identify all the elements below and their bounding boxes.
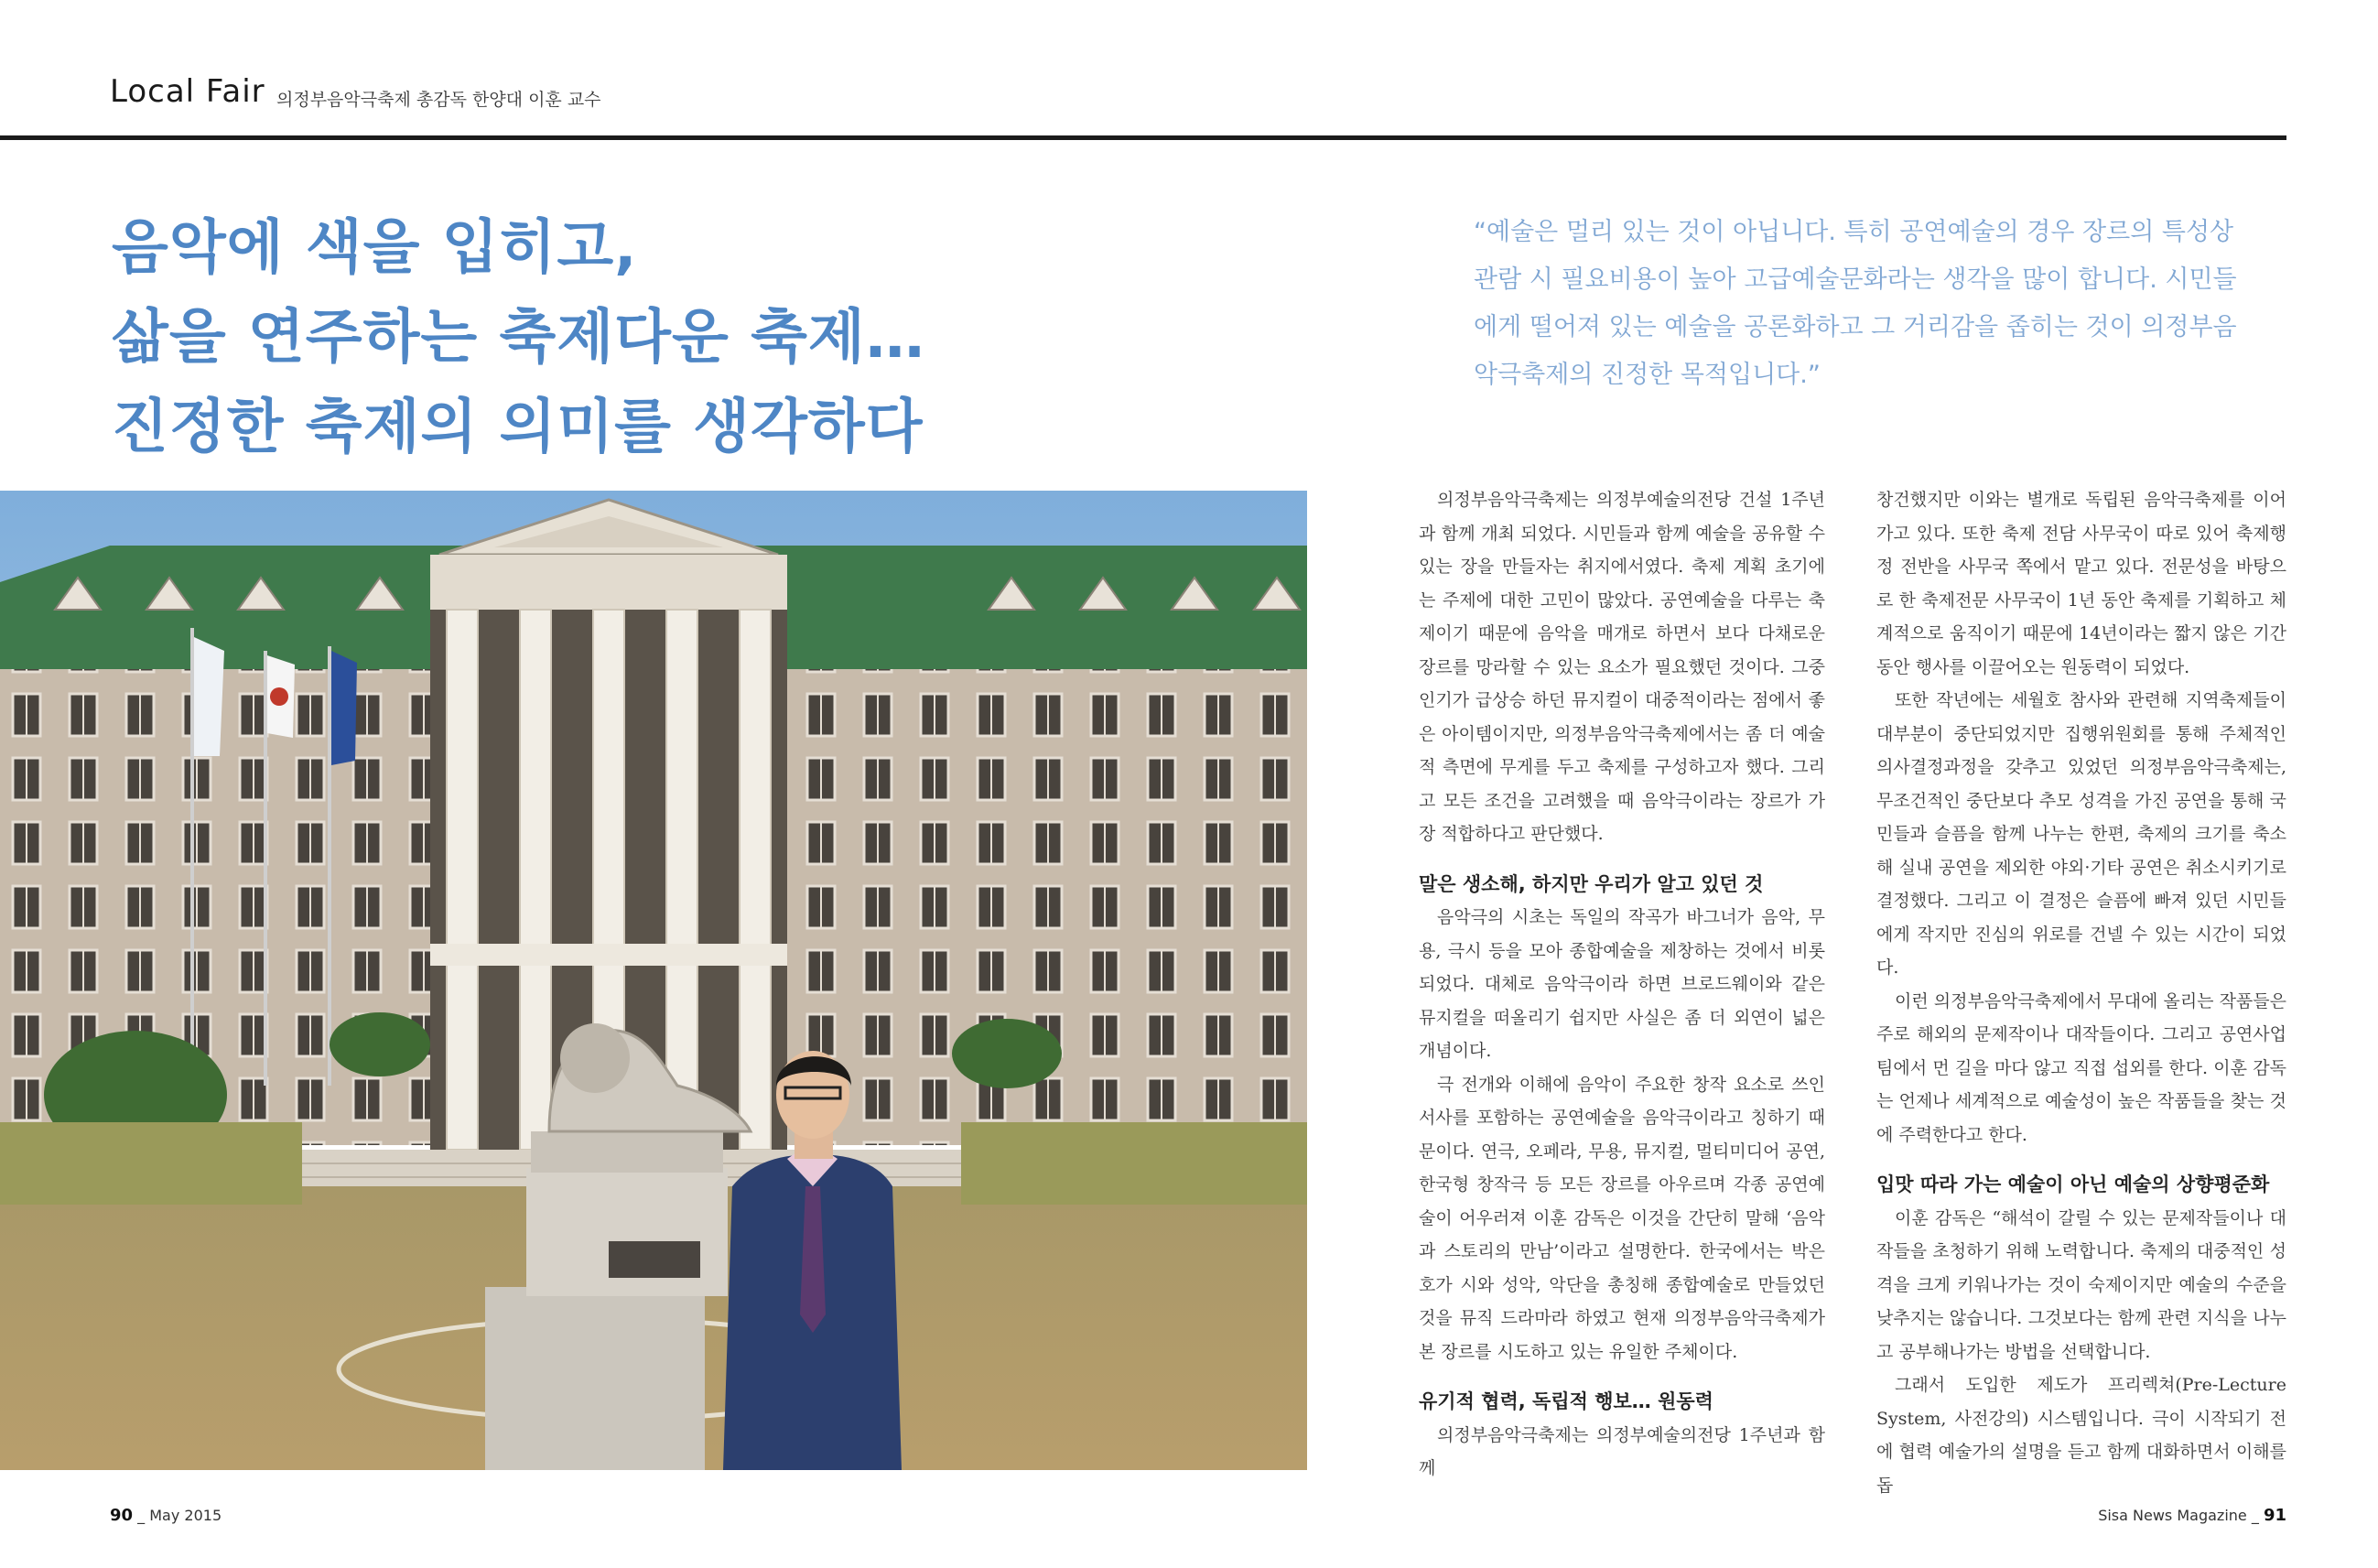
- body-paragraph: 또한 작년에는 세월호 참사와 관련해 지역축제들이 대부분이 중단되었지만 집행위원회를 통해 주체적인 의사결정과정을 갖추고 있었던 의정부음악극축제는, 무조건적인 중단보다 추모 성격을 가진 공연을 통해 국민들과 슬픔을 함께 나누는 한편, 축제의 크기를 축소해 실내 공연을 제외한 야외·기타 공연은 취소시키기로 결정했다. 그리고 이 결정은 슬픔에 빠져 있던 시민들에게 작지만 진심의 위로를 건넬 수 있는 시간이 되었다.: [1876, 690, 2286, 978]
- body-column-right: [1876, 483, 2286, 1502]
- header-rule: [0, 135, 2286, 140]
- body-column-left: [1419, 483, 1825, 1486]
- folio-separator: _: [2251, 1507, 2259, 1524]
- pull-quote-line: 에게 떨어져 있는 예술을 공론화하고 그 거리감을 좁히는 것이 의정부음: [1474, 313, 2237, 341]
- body-paragraph: 이런 의정부음악극축제에서 무대에 올리는 작품들은 주로 해외의 문제작이나 대작들이다. 그리고 공연사업팀에서 먼 길을 마다 않고 직접 섭외를 한다. 이훈 감독는 언제나 세계적으로 예술성이 높은 작품들을 찾는 것에 주력한다고 한다.: [1876, 990, 2286, 1145]
- page-number-left: 90: [110, 1506, 134, 1525]
- folio-left: [110, 1506, 222, 1525]
- section-heading: 말은 생소해, 하지만 우리가 알고 있던 것: [1419, 872, 1764, 895]
- headline: [112, 203, 1027, 472]
- body-paragraph: 의정부음악극축제는 의정부예술의전당 1주년과 함께: [1419, 1424, 1825, 1478]
- body-paragraph: 의정부음악극축제는 의정부예술의전당 건설 1주년과 함께 개최 되었다. 시민들과 함께 예술을 공유할 수 있는 장을 만들자는 취지에서였다. 축제 계획 초기에는 주제에 대한 고민이 많았다. 공연예술을 다루는 축제이기 때문에 음악을 매개로 하면서 보다 다채로운 장르를 망라할 수 있는 요소가 필요했던 것이다. 그중 인기가 급상승 하던 뮤지컬이 대중적이라는 점에서 좋은 아이템이지만, 의정부음악극축제에서는 좀 더 예술적 측면에 무게를 두고 축제를 구성하고자 했다. 그리고 모든 조건을 고려했을 때 음악극이라는 장르가 가장 적합하다고 판단했다.: [1419, 490, 1825, 844]
- pull-quote-line: 악극축제의 진정한 목적입니다.”: [1474, 361, 1821, 389]
- pull-quote: [1474, 209, 2297, 399]
- section-heading: 입맛 따라 가는 예술이 아닌 예술의 상향평준화: [1876, 1173, 2270, 1195]
- issue-date: May 2015: [149, 1507, 222, 1524]
- section-label: Local Fair: [110, 73, 265, 110]
- body-paragraph: 극 전개와 이해에 음악이 주요한 창작 요소로 쓰인 서사를 포함하는 공연예술을 음악극이라고 칭하기 때문이다. 연극, 오페라, 무용, 뮤지컬, 멀티미디어 공연, 한국형 창작극 등 모든 장르를 아우르며 각종 공연예술이 어우러져 이훈 감독은 이것을 간단히 말해 ‘음악과 스토리의 만남’이라고 설명한다. 한국에서는 박은호가 시와 성악, 악단을 총칭해 종합예술로 만들었던 것을 뮤직 드라마라 하였고 현재 의정부음악극축제가 본 장르를 시도하고 있는 유일한 주체이다.: [1419, 1074, 1825, 1362]
- section-subtitle: 의정부음악극축제 총감독 한양대 이훈 교수: [276, 90, 601, 110]
- pull-quote-line: 관람 시 필요비용이 높아 고급예술문화라는 생각을 많이 합니다. 시민들: [1474, 265, 2237, 294]
- page-number-right: 91: [2263, 1506, 2286, 1525]
- folio-separator: _: [137, 1507, 146, 1524]
- headline-line-3: 진정한 축제의 의미를 생각하다: [112, 394, 924, 461]
- body-paragraph: 음악극의 시초는 독일의 작곡가 바그너가 음악, 무용, 극시 등을 모아 종합예술을 제창하는 것에서 비롯되었다. 대체로 음악극이라 하면 브로드웨이와 같은 뮤지컬을 떠올리기 쉽지만 사실은 좀 더 외연이 넓은 개념이다.: [1419, 907, 1825, 1061]
- feature-photo: [0, 491, 1307, 1470]
- headline-line-1: 음악에 색을 입히고,: [112, 214, 638, 282]
- body-paragraph: 창건했지만 이와는 별개로 독립된 음악극축제를 이어가고 있다. 또한 축제 전담 사무국이 따로 있어 축제행정 전반을 사무국 쪽에서 맡고 있다. 전문성을 바탕으로 한 축제전문 사무국이 1년 동안 축제를 기획하고 체계적으로 움직이기 때문에 14년이라는 짧지 않은 기간 동안 행사를 이끌어오는 원동력이 되었다.: [1876, 490, 2286, 677]
- headline-line-2: 삶을 연주하는 축제다운 축제…: [112, 304, 925, 372]
- magazine-name: Sisa News Magazine: [2098, 1507, 2247, 1524]
- body-paragraph: 이훈 감독은 “해석이 갈릴 수 있는 문제작들이나 대작들을 초청하기 위해 노력합니다. 축제의 대중적인 성격을 크게 키워나가는 것이 숙제이지만 예술의 수준을 낮추지는 않습니다. 그것보다는 함께 관련 지식을 나누고 공부해나가는 방법을 선택합니다.: [1876, 1207, 2286, 1362]
- folio-right: [2098, 1506, 2286, 1525]
- body-paragraph: 그래서 도입한 제도가 프리렉쳐(Pre-Lecture System, 사전강의) 시스템입니다. 극이 시작되기 전에 협력 예술가의 설명을 듣고 함께 대화하면서 이해를 돕: [1876, 1375, 2286, 1496]
- pull-quote-line: “예술은 멀리 있는 것이 아닙니다. 특히 공연예술의 경우 장르의 특성상: [1474, 218, 2234, 246]
- section-heading: 유기적 협력, 독립적 행보… 원동력: [1419, 1390, 1713, 1412]
